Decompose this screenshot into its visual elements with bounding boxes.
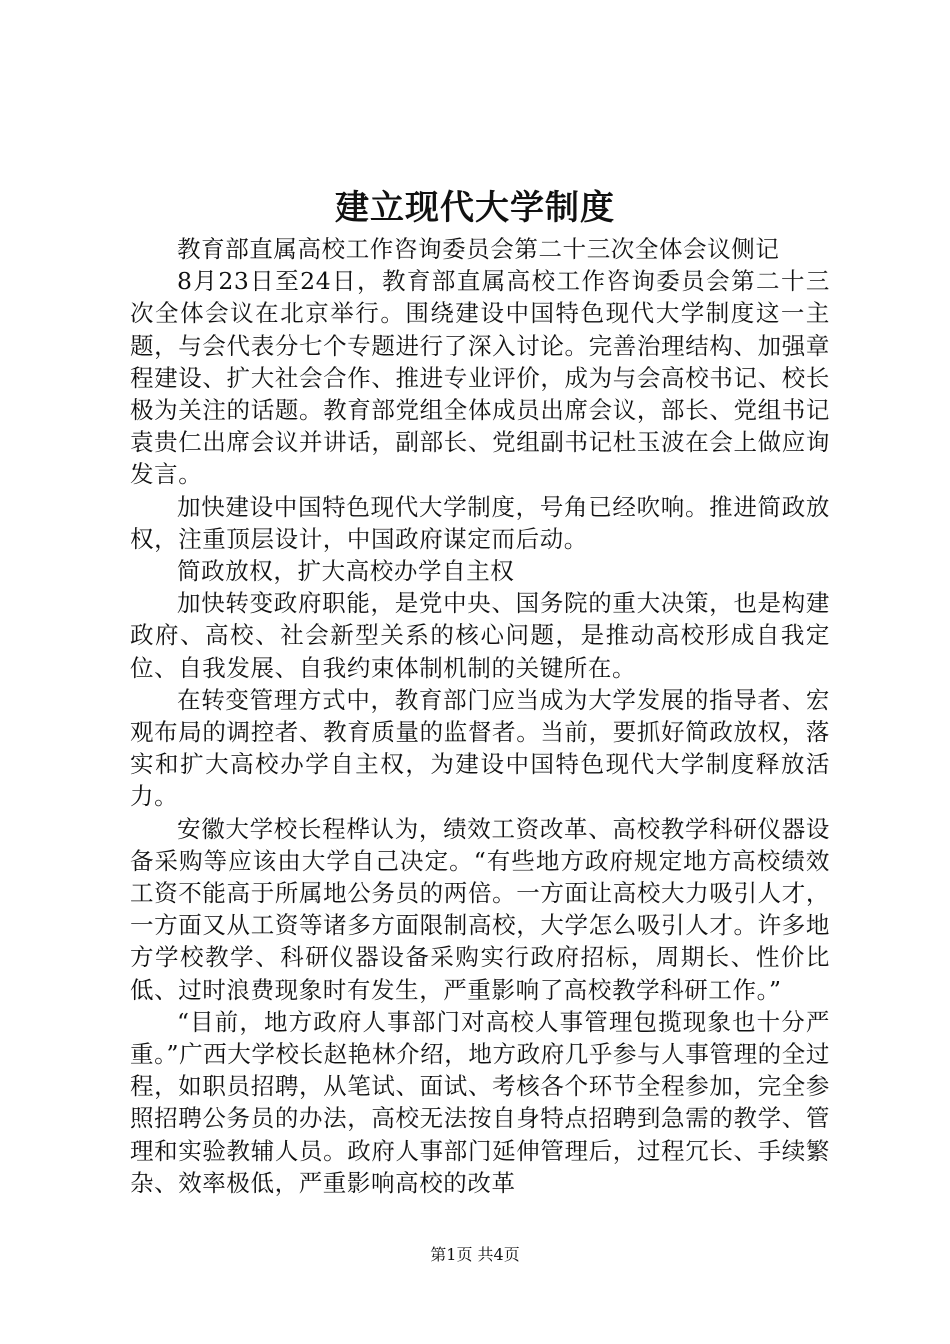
body-paragraph: 加快建设中国特色现代大学制度，号角已经吹响。推进简政放权，注重顶层设计，中国政府谋定而后动。 xyxy=(130,492,830,553)
body-paragraph: “目前，地方政府人事部门对高校人事管理包揽现象也十分严重。”广西大学校长赵艳林介绍，地方政府几乎参与人事管理的全过程，如职员招聘，从笔试、面试、考核各个环节全程参加，完全参照招聘公务员的办法，高校无法按自身特点招聘到急需的教学、管理和实验教辅人员。政府人事部门延伸管理后，过程冗长、手续繁杂、效率极低，严重影响高校的改革 xyxy=(130,1007,830,1197)
subtitle-paragraph: 教育部直属高校工作咨询委员会第二十三次全体会议侧记 xyxy=(177,235,780,263)
document-title: 建立现代大学制度 xyxy=(335,188,615,228)
body-paragraph: 8月23日至24日，教育部直属高校工作咨询委员会第二十三次全体会议在北京举行。围绕建设中国特色现代大学制度这一主题，与会代表分七个专题进行了深入讨论。完善治理结构、加强章程建设、扩大社会合作、推进专业评价，成为与会高校书记、校长极为关注的话题。教育部党组全体成员出席会议，部长、党组书记袁贵仁出席会议并讲话，副部长、党组副书记杜玉波在会上做应询发言。 xyxy=(130,267,830,489)
document-body xyxy=(130,233,830,1199)
body-paragraph: 安徽大学校长程桦认为，绩效工资改革、高校教学科研仪器设备采购等应该由大学自己决定。“有些地方政府规定地方高校绩效工资不能高于所属地公务员的两倍。一方面让高校大力吸引人才，一方面又从工资等诸多方面限制高校，大学怎么吸引人才。许多地方学校教学、科研仪器设备采购实行政府招标，周期长、性价比低、过时浪费现象时有发生，严重影响了高校教学科研工作。” xyxy=(130,814,830,1004)
body-paragraph: 加快转变政府职能，是党中央、国务院的重大决策，也是构建政府、高校、社会新型关系的核心问题，是推动高校形成自我定位、自我发展、自我约束体制机制的关键所在。 xyxy=(130,589,830,682)
body-paragraph: 在转变管理方式中，教育部门应当成为大学发展的指导者、宏观布局的调控者、教育质量的监督者。当前，要抓好简政放权，落实和扩大高校办学自主权，为建设中国特色现代大学制度释放活力。 xyxy=(130,685,830,811)
section-heading: 简政放权，扩大高校办学自主权 xyxy=(177,557,515,586)
page-number-footer: 第1页 共4页 xyxy=(430,1245,520,1264)
